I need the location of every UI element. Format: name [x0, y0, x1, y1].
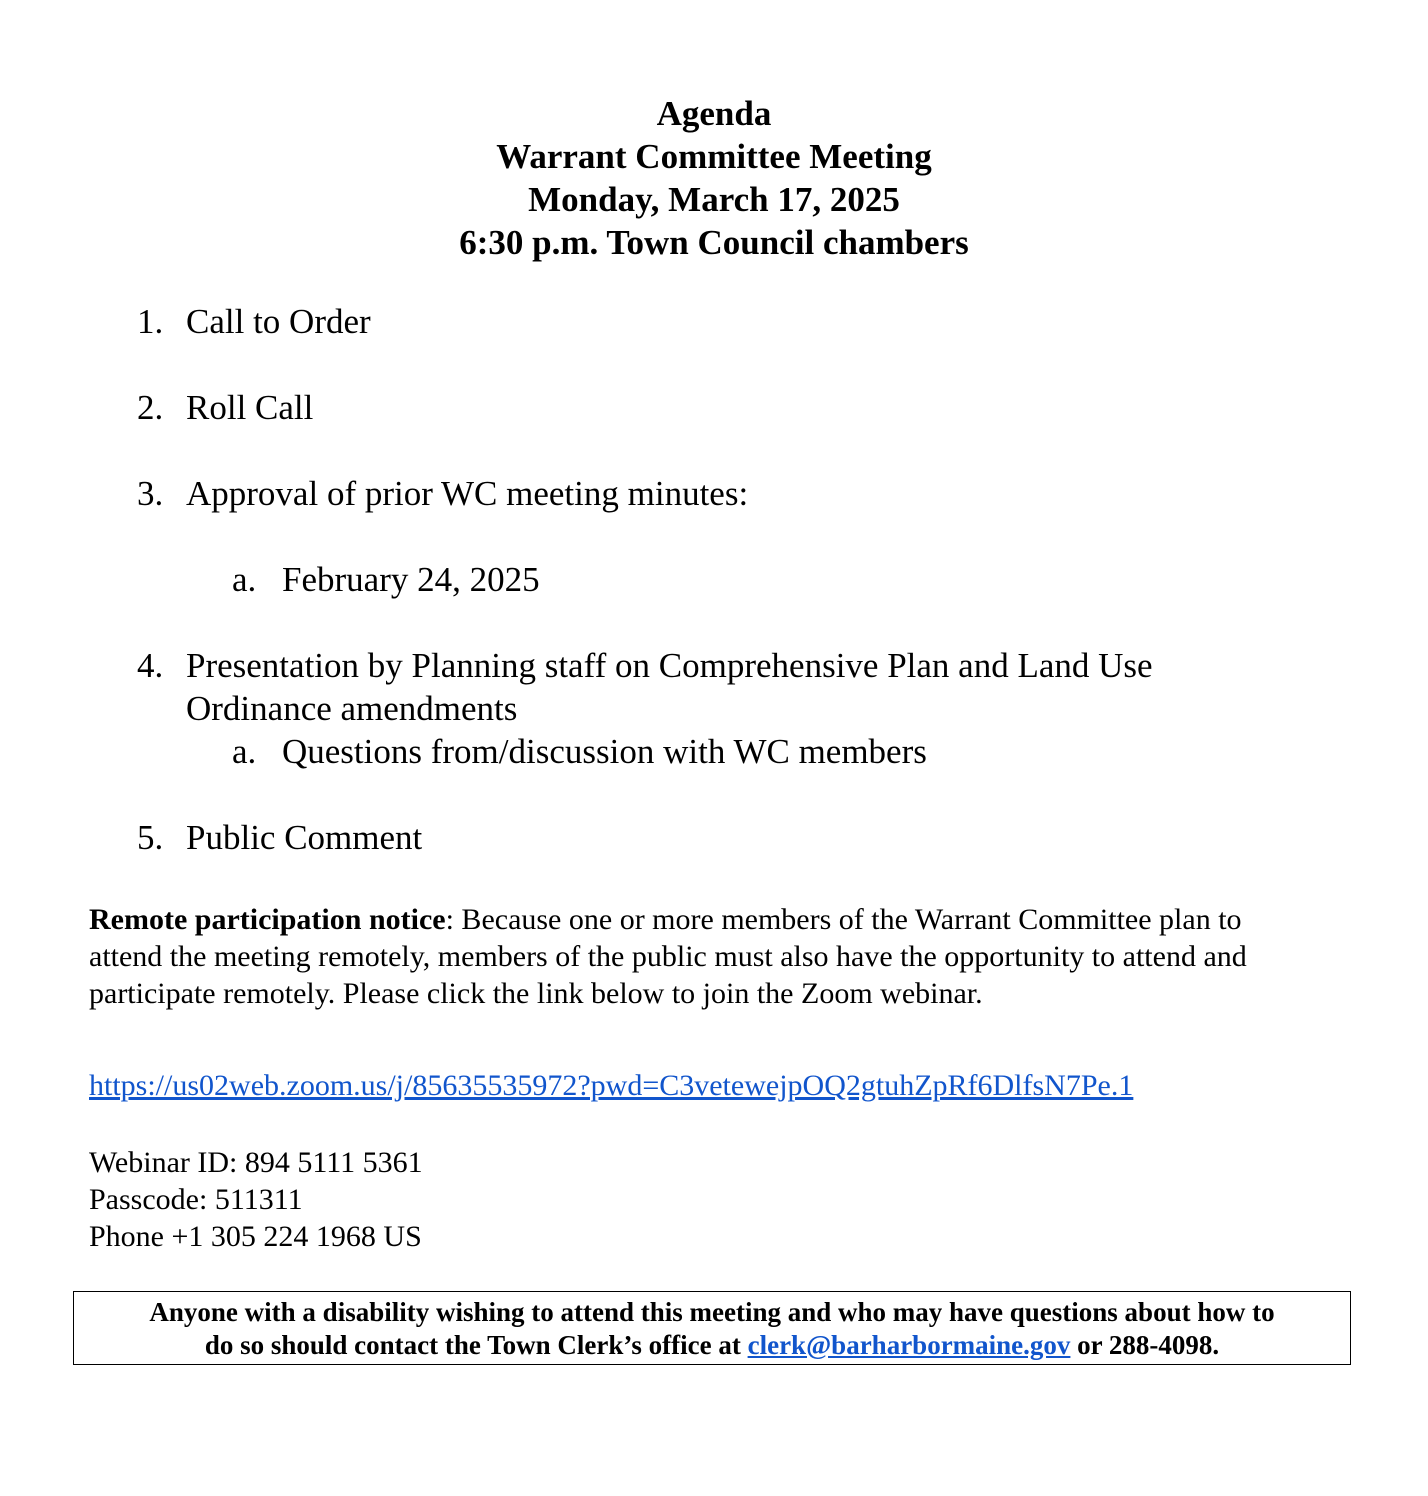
notice-line	[89, 901, 1349, 938]
webinar-passcode: Passcode: 511311	[89, 1183, 303, 1216]
agenda-item-number: 3.	[137, 474, 164, 513]
agenda-item-text: Presentation by Planning staff on Comprehensive Plan and Land Use	[186, 646, 1153, 685]
agenda-item-number: 1.	[137, 302, 164, 341]
header-meeting-name: Warrant Committee Meeting	[496, 137, 932, 176]
agenda-item-text: Ordinance amendments	[186, 689, 518, 728]
notice-text: : Because one or more members of the Warrant Committee plan to	[445, 903, 1242, 936]
agenda-item-text: Approval of prior WC meeting minutes:	[186, 474, 749, 513]
remote-participation-notice	[89, 901, 1349, 1012]
agenda-item-number: 5.	[137, 818, 164, 857]
webinar-id: Webinar ID: 894 5111 5361	[89, 1146, 423, 1179]
accessibility-line: Anyone with a disability wishing to attend this meeting and who may have questions about how to	[149, 1297, 1275, 1327]
notice-label: Remote participation notice	[89, 903, 446, 936]
agenda-item-text: Public Comment	[186, 818, 423, 857]
agenda-item-number: 4.	[137, 646, 164, 685]
webinar-phone: Phone +1 305 224 1968 US	[89, 1220, 422, 1253]
accessibility-text: or 288-4098.	[1070, 1330, 1220, 1360]
agenda-item-text: Call to Order	[186, 302, 371, 341]
notice-line: attend the meeting remotely, members of the public must also have the opportunity to attend and	[89, 940, 1247, 973]
clerk-email-link[interactable]: clerk@barharbormaine.gov	[747, 1330, 1071, 1360]
header-date: Monday, March 17, 2025	[528, 180, 900, 219]
agenda-subitem-text: Questions from/discussion with WC members	[282, 732, 927, 771]
agenda-subitem-text: February 24, 2025	[282, 560, 540, 599]
agenda-item-number: 2.	[137, 388, 164, 427]
header-title: Agenda	[656, 94, 772, 133]
zoom-webinar-link[interactable]: https://us02web.zoom.us/j/85635535972?pwd=C3vetewejpOQ2gtuhZpRf6DlfsN7Pe.1	[89, 1069, 1134, 1102]
accessibility-text: do so should contact the Town Clerk’s office at	[204, 1330, 748, 1360]
agenda-subitem-letter: a.	[232, 560, 257, 599]
agenda-item-text: Roll Call	[186, 388, 314, 427]
header-time-location: 6:30 p.m. Town Council chambers	[459, 223, 969, 262]
agenda-subitem-letter: a.	[232, 732, 257, 771]
accessibility-notice-box	[73, 1291, 1351, 1365]
notice-line: participate remotely. Please click the link below to join the Zoom webinar.	[89, 977, 983, 1010]
accessibility-line	[74, 1329, 1350, 1362]
agenda-header	[0, 92, 1428, 264]
